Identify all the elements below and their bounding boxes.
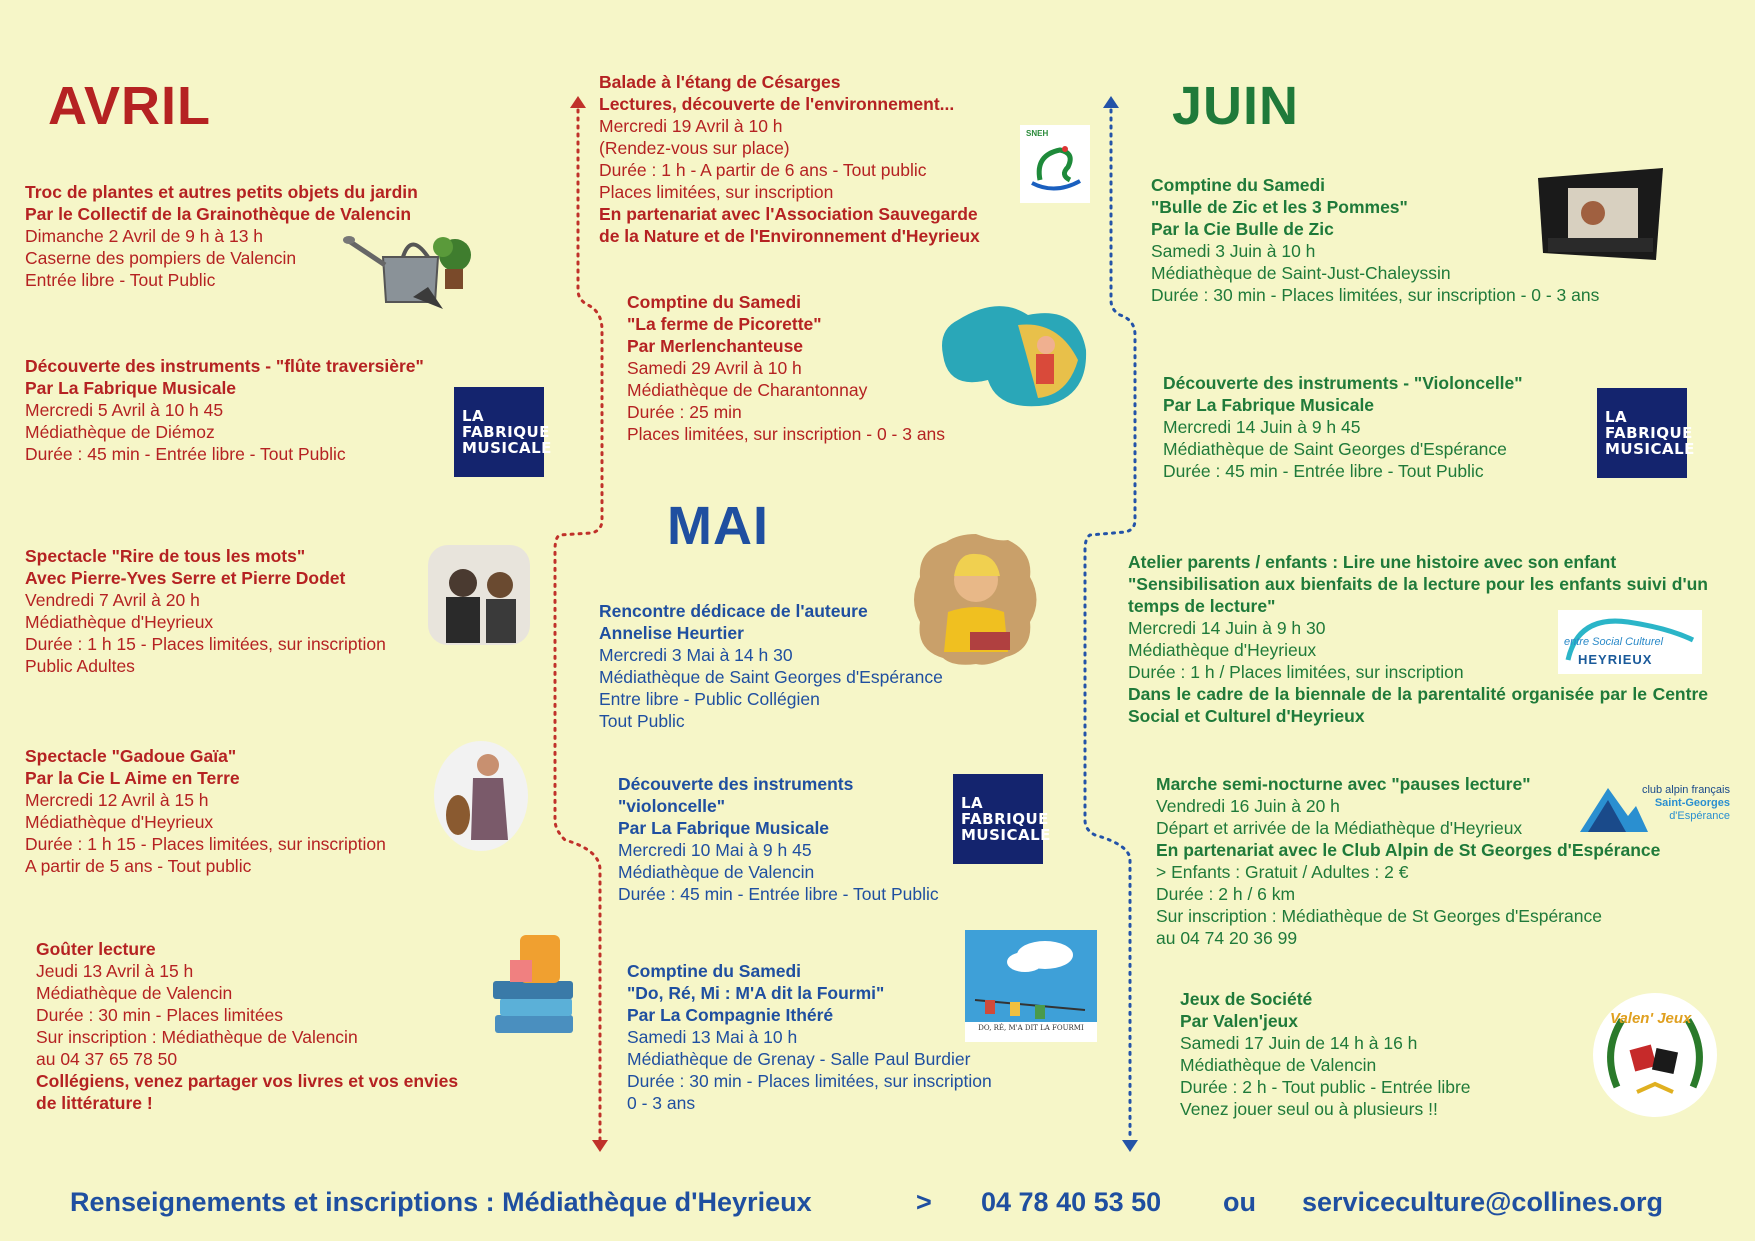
event-date: Samedi 13 Mai à 10 h xyxy=(627,1027,798,1047)
event-gouter-lecture xyxy=(36,938,458,1114)
event-subtitle: Lectures, découverte de l'environnement... xyxy=(599,94,955,114)
event-gadoue-gaia xyxy=(25,745,386,877)
event-info: Durée : 45 min - Entrée libre - Tout Public xyxy=(25,444,346,464)
logo-line: MUSICALE xyxy=(462,439,552,457)
event-organizer: Par La Fabrique Musicale xyxy=(1163,395,1375,415)
event-registration: Places limitées, sur inscription xyxy=(599,182,834,202)
club-alpin-text xyxy=(1640,784,1730,823)
event-title: Comptine du Samedi xyxy=(627,961,802,981)
event-place: Départ et arrivée de la Médiathèque d'Heyrieux xyxy=(1156,818,1523,838)
event-date: Vendredi 16 Juin à 20 h xyxy=(1156,796,1340,816)
event-place: Médiathèque de Charantonnay xyxy=(627,380,868,400)
centre-social-heyrieux-logo xyxy=(1558,610,1702,674)
bulle-de-zic-photo xyxy=(1538,168,1663,260)
event-audience: 0 - 3 ans xyxy=(627,1093,696,1113)
event-date: Mercredi 14 Juin à 9 h 45 xyxy=(1163,417,1361,437)
event-do-re-mi xyxy=(627,960,992,1114)
event-note: Venez jouer seul ou à plusieurs !! xyxy=(1180,1099,1438,1119)
event-note: de littérature ! xyxy=(36,1093,153,1113)
event-info: Durée : 30 min - Places limitées xyxy=(36,1005,284,1025)
footer-phone[interactable]: 04 78 40 53 50 xyxy=(981,1187,1162,1217)
event-ferme-de-picorette xyxy=(627,291,945,445)
event-place: Médiathèque de Saint Georges d'Espérance xyxy=(1163,439,1507,459)
csc-name: entre Social Culturel xyxy=(1564,636,1664,648)
logo-line: MUSICALE xyxy=(1605,440,1695,458)
event-date: Samedi 29 Avril à 10 h xyxy=(627,358,802,378)
logo-line: FABRIQUE xyxy=(961,810,1049,828)
event-title: Jeux de Société xyxy=(1180,989,1313,1009)
footer-or: ou xyxy=(1223,1187,1256,1217)
event-violoncelle-juin xyxy=(1163,372,1523,482)
event-date: Mercredi 12 Avril à 15 h xyxy=(25,790,209,810)
picorette-image xyxy=(938,300,1090,412)
event-author: Annelise Heurtier xyxy=(599,623,744,643)
event-date: Mercredi 3 Mai à 14 h 30 xyxy=(599,645,793,665)
event-date: Mercredi 14 Juin à 9 h 30 xyxy=(1128,618,1326,638)
event-place: Médiathèque de Valencin xyxy=(36,983,233,1003)
month-title-mai: MAI xyxy=(667,496,769,556)
event-note: (Rendez-vous sur place) xyxy=(599,138,790,158)
fabrique-musicale-logo xyxy=(1597,388,1695,478)
event-place: Médiathèque de Valencin xyxy=(618,862,815,882)
event-organizer: Par la Cie L Aime en Terre xyxy=(25,768,240,788)
event-info: Durée : 1 h 15 - Places limitées, sur inscription xyxy=(25,634,386,654)
footer-email-link[interactable]: serviceculture@collines.org xyxy=(1302,1187,1663,1217)
event-organizer: Par la Cie Bulle de Zic xyxy=(1151,219,1334,239)
event-title: Rencontre dédicace de l'auteure xyxy=(599,601,868,621)
month-title-juin: JUIN xyxy=(1172,76,1300,136)
event-organizer: Par La Fabrique Musicale xyxy=(618,818,830,838)
logo-line: FABRIQUE xyxy=(1605,424,1693,442)
event-place: Médiathèque de Diémoz xyxy=(25,422,215,442)
event-info: Entrée libre - Tout Public xyxy=(25,270,216,290)
event-title: Spectacle "Rire de tous les mots" xyxy=(25,546,306,566)
event-subtitle: "La ferme de Picorette" xyxy=(627,314,822,334)
event-title: Découverte des instruments xyxy=(618,774,854,794)
event-partner: Dans le cadre de la biennale de la parentalité organisée par le Centre Social et Culturel d'Heyrieux xyxy=(1128,684,1708,726)
event-organizer: Par le Collectif de la Grainothèque de Valencin xyxy=(25,204,412,224)
books-image xyxy=(490,930,580,1040)
event-partner: de la Nature et de l'Environnement d'Heyrieux xyxy=(599,226,980,246)
event-violoncelle-mai xyxy=(618,773,939,905)
footer-label: Renseignements et inscriptions : Médiathèque d'Heyrieux xyxy=(70,1187,812,1217)
logo-line: LA xyxy=(961,794,984,812)
event-info: Durée : 2 h - Tout public - Entrée libre xyxy=(1180,1077,1471,1097)
event-title: Découverte des instruments - "Violoncelle" xyxy=(1163,373,1523,393)
event-place: Médiathèque de Grenay - Salle Paul Burdier xyxy=(627,1049,971,1069)
author-photo xyxy=(908,532,1044,668)
csc-town: HEYRIEUX xyxy=(1578,652,1653,667)
event-title: Découverte des instruments - "flûte traversière" xyxy=(25,356,424,376)
event-place: Médiathèque d'Heyrieux xyxy=(25,812,214,832)
event-place: Médiathèque d'Heyrieux xyxy=(25,612,214,632)
event-info: Durée : 1 h - A partir de 6 ans - Tout public xyxy=(599,160,927,180)
event-date: Mercredi 19 Avril à 10 h xyxy=(599,116,783,136)
logo-line: Saint-Georges xyxy=(1654,797,1730,809)
event-audience: Public Adultes xyxy=(25,656,135,676)
event-price: > Enfants : Gratuit / Adultes : 2 € xyxy=(1156,862,1409,882)
event-date: Dimanche 2 Avril de 9 h à 13 h xyxy=(25,226,264,246)
event-title: Troc de plantes et autres petits objets du jardin xyxy=(25,182,418,202)
event-duration: Durée : 25 min xyxy=(627,402,742,422)
event-organizer: Par La Compagnie Ithéré xyxy=(627,1005,834,1025)
fourmi-caption: DO, RÉ, M'A DIT LA FOURMI xyxy=(978,1024,1084,1032)
event-place: Médiathèque de Saint Georges d'Espérance xyxy=(599,667,943,687)
event-partner: En partenariat avec l'Association Sauvegarde xyxy=(599,204,978,224)
logo-line: club alpin français xyxy=(1641,784,1730,796)
gadoue-gaia-photo xyxy=(433,740,529,852)
arrow-up-blue-icon xyxy=(1103,96,1119,108)
event-organizer: Avec Pierre-Yves Serre et Pierre Dodet xyxy=(25,568,346,588)
performers-photo xyxy=(428,545,530,645)
month-title-avril: AVRIL xyxy=(48,76,211,136)
event-title: Goûter lecture xyxy=(36,939,156,959)
logo-line: FABRIQUE xyxy=(462,423,550,441)
event-info: Durée : 30 min - Places limitées, sur inscription - 0 - 3 ans xyxy=(1151,285,1600,305)
event-date: Jeudi 13 Avril à 15 h xyxy=(36,961,194,981)
event-audience: A partir de 5 ans - Tout public xyxy=(25,856,252,876)
event-title: Atelier parents / enfants : Lire une histoire avec son enfant xyxy=(1128,552,1617,572)
footer-separator: > xyxy=(916,1187,932,1217)
event-subtitle: "Bulle de Zic et les 3 Pommes" xyxy=(1151,197,1408,217)
event-info: Durée : 45 min - Entrée libre - Tout Public xyxy=(618,884,939,904)
mountain-icon xyxy=(1578,780,1648,836)
event-phone: au 04 37 65 78 50 xyxy=(36,1049,178,1069)
event-date: Samedi 3 Juin à 10 h xyxy=(1151,241,1316,261)
event-audience: Tout Public xyxy=(599,711,685,731)
arrow-down-blue-icon xyxy=(1122,1140,1138,1152)
event-place: Médiathèque de Saint-Just-Chaleyssin xyxy=(1151,263,1451,283)
event-title: Comptine du Samedi xyxy=(627,292,802,312)
valenjeux-label: Valen' Jeux xyxy=(1610,1010,1692,1027)
arrow-up-red-icon xyxy=(570,96,586,108)
event-title: Balade à l'étang de Césarges xyxy=(599,72,841,92)
sneh-logo xyxy=(1020,125,1090,203)
logo-line: LA xyxy=(462,407,485,425)
event-bulle-de-zic xyxy=(1151,174,1599,306)
event-jeux-de-societe xyxy=(1180,988,1471,1120)
event-info: Durée : 1 h / Places limitées, sur inscription xyxy=(1128,662,1464,682)
event-place: Médiathèque de Valencin xyxy=(1180,1055,1377,1075)
event-title: Spectacle "Gadoue Gaïa" xyxy=(25,746,237,766)
event-date: Vendredi 7 Avril à 20 h xyxy=(25,590,200,610)
event-date: Mercredi 5 Avril à 10 h 45 xyxy=(25,400,224,420)
event-info: Durée : 45 min - Entrée libre - Tout Public xyxy=(1163,461,1484,481)
club-alpin-logo xyxy=(1578,780,1733,836)
watering-can-plant-image xyxy=(343,227,473,312)
logo-line: d'Espérance xyxy=(1669,810,1730,822)
event-info: Durée : 30 min - Places limitées, sur inscription xyxy=(627,1071,992,1091)
event-rire-de-tous-les-mots xyxy=(25,545,386,677)
fourmi-poster-image xyxy=(965,930,1097,1042)
event-partner: En partenariat avec le Club Alpin de St Georges d'Espérance xyxy=(1156,840,1661,860)
fabrique-musicale-logo xyxy=(953,774,1051,864)
event-date: Mercredi 10 Mai à 9 h 45 xyxy=(618,840,812,860)
event-organizer: Par Merlenchanteuse xyxy=(627,336,804,356)
event-subtitle: "Sensibilisation aux bienfaits de la lecture pour les enfants suivi d'un temps de lecture" xyxy=(1128,574,1708,616)
event-rencontre-dedicace xyxy=(599,600,943,732)
event-date: Samedi 17 Juin de 14 h à 16 h xyxy=(1180,1033,1418,1053)
event-place: Caserne des pompiers de Valencin xyxy=(25,248,297,268)
event-note: Collégiens, venez partager vos livres et vos envies xyxy=(36,1071,459,1091)
event-info: Places limitées, sur inscription - 0 - 3 ans xyxy=(627,424,946,444)
event-phone: au 04 74 20 36 99 xyxy=(1156,928,1298,948)
event-info: Entre libre - Public Collégien xyxy=(599,689,820,709)
event-balade-cesarges xyxy=(599,71,980,247)
event-subtitle: "Do, Ré, Mi : M'A dit la Fourmi" xyxy=(627,983,885,1003)
event-duration: Durée : 2 h / 6 km xyxy=(1156,884,1296,904)
event-organizer: Par La Fabrique Musicale xyxy=(25,378,237,398)
event-place: Médiathèque d'Heyrieux xyxy=(1128,640,1317,660)
logo-line: MUSICALE xyxy=(961,826,1051,844)
event-title: Marche semi-nocturne avec "pauses lecture" xyxy=(1156,774,1531,794)
event-registration: Sur inscription : Médiathèque de St Georges d'Espérance xyxy=(1156,906,1602,926)
event-registration: Sur inscription : Médiathèque de Valencin xyxy=(36,1027,358,1047)
event-subtitle: "violoncelle" xyxy=(618,796,726,816)
event-info: Durée : 1 h 15 - Places limitées, sur inscription xyxy=(25,834,386,854)
logo-line: LA xyxy=(1605,408,1628,426)
arrow-down-red-icon xyxy=(592,1140,608,1152)
event-flute-traversiere xyxy=(25,355,424,465)
event-title: Comptine du Samedi xyxy=(1151,175,1326,195)
fabrique-musicale-logo xyxy=(454,387,552,477)
sneh-label: SNEH xyxy=(1026,129,1049,138)
event-organizer: Par Valen'jeux xyxy=(1180,1011,1298,1031)
